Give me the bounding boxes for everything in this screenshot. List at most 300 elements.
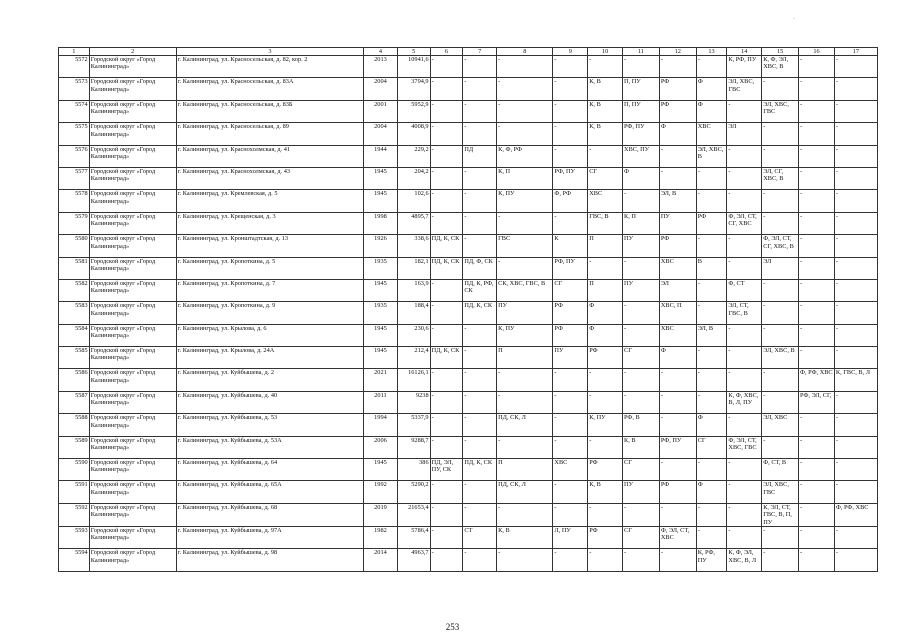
table-cell: - [430, 190, 463, 212]
table-row [59, 347, 878, 369]
column-header: 15 [762, 48, 799, 56]
table-cell: - [497, 212, 553, 234]
table-cell: Городской округ «Город Калининград» [89, 56, 176, 78]
table-cell: РФ, ПУ [553, 257, 588, 279]
table-cell: Городской округ «Город Калининград» [89, 503, 176, 526]
table-cell: ХВС [659, 324, 696, 346]
column-header: 9 [553, 48, 588, 56]
table-cell: - [834, 78, 877, 100]
table-cell: К, В [623, 436, 660, 458]
table-cell: - [497, 436, 553, 458]
table-cell: Ф, СТ [727, 279, 762, 301]
table-cell: - [834, 527, 877, 549]
table-cell: РФ [588, 527, 623, 549]
table-cell: Ф [696, 481, 727, 503]
table-cell: г. Калининград, ул. Куйбышева, д. 53 [176, 414, 363, 436]
table-body [59, 56, 878, 572]
table-cell: Ф [659, 123, 696, 145]
table-cell: РФ [553, 302, 588, 324]
table-cell: - [659, 414, 696, 436]
table-row [59, 414, 878, 436]
table-cell: РФ [659, 481, 696, 503]
table-cell: - [834, 235, 877, 257]
table-cell: - [799, 100, 835, 122]
table-cell: - [799, 503, 835, 526]
table-cell: П [497, 459, 553, 481]
table-row [59, 123, 878, 145]
table-cell: - [463, 414, 497, 436]
table-cell: - [430, 302, 463, 324]
table-cell: 1945 [364, 324, 398, 346]
table-cell: - [727, 503, 762, 526]
table-cell: ПД, К, СК [430, 257, 463, 279]
table-cell: К, П [497, 167, 553, 189]
table-cell: 5593 [59, 527, 90, 549]
table-row [59, 527, 878, 549]
table-cell: ХВС [696, 123, 727, 145]
table-cell: 1945 [364, 190, 398, 212]
housing-registry-table [58, 47, 878, 572]
table-cell: К, В [497, 527, 553, 549]
table-cell: 5577 [59, 167, 90, 189]
table-cell: г. Калининград, ул. Красносельская, д. 89 [176, 123, 363, 145]
table-cell: 5585 [59, 347, 90, 369]
table-row [59, 459, 878, 481]
table-cell: - [834, 100, 877, 122]
table-cell: СГ [623, 347, 660, 369]
table-cell: ГВС [497, 235, 553, 257]
table-cell: 5573 [59, 78, 90, 100]
table-cell: ЭЛ, В [659, 190, 696, 212]
table-cell: ЭЛ, ХВС, ГВС [762, 481, 799, 503]
table-cell: - [463, 436, 497, 458]
table-cell: - [659, 503, 696, 526]
table-cell: 5579 [59, 212, 90, 234]
table-cell: РФ [588, 347, 623, 369]
table-cell: Ф [696, 78, 727, 100]
table-cell: - [553, 100, 588, 122]
table-cell: 5572 [59, 56, 90, 78]
table-cell: СГ [623, 527, 660, 549]
table-cell: 2014 [364, 549, 398, 571]
table-cell: - [834, 414, 877, 436]
table-cell: СГ [623, 459, 660, 481]
table-cell: - [463, 235, 497, 257]
table-cell: 4008,9 [397, 123, 430, 145]
table-cell: 1945 [364, 167, 398, 189]
table-cell: ХВС, ПУ [623, 145, 660, 167]
table-cell: Городской округ «Город Калининград» [89, 414, 176, 436]
table-cell: РФ [553, 324, 588, 346]
table-cell: г. Калининград, ул. Кропоткина, д. 5 [176, 257, 363, 279]
table-cell: г. Калининград, ул. Кремлевская, д. 5 [176, 190, 363, 212]
table-cell: - [762, 302, 799, 324]
table-cell: 4963,7 [397, 549, 430, 571]
table-cell: - [553, 414, 588, 436]
table-cell: В [696, 257, 727, 279]
table-cell: г. Калининград, ул. Куйбышева, д. 65А [176, 481, 363, 503]
table-row [59, 391, 878, 413]
table-cell: - [696, 503, 727, 526]
table-cell: Городской округ «Город Калининград» [89, 459, 176, 481]
table-cell: - [696, 302, 727, 324]
table-cell: - [588, 145, 623, 167]
column-header: 3 [176, 48, 363, 56]
table-cell: 229,2 [397, 145, 430, 167]
table-cell: 1945 [364, 279, 398, 301]
table-cell: - [659, 167, 696, 189]
table-cell: г. Калининград, ул. Куйбышева, д. 97А [176, 527, 363, 549]
table-cell: 204,2 [397, 167, 430, 189]
table-row [59, 481, 878, 503]
table-cell: ПУ [623, 481, 660, 503]
table-cell: - [799, 436, 835, 458]
table-cell: РФ [659, 100, 696, 122]
table-cell: СГ [696, 436, 727, 458]
table-cell: 5583 [59, 302, 90, 324]
table-cell: Городской округ «Город Калининград» [89, 279, 176, 301]
table-cell: - [799, 123, 835, 145]
table-cell: ПУ [623, 279, 660, 301]
table-cell: 5952,9 [397, 100, 430, 122]
column-header: 8 [497, 48, 553, 56]
table-cell: Ф, РФ, ХВС [834, 503, 877, 526]
table-row [59, 100, 878, 122]
table-cell: - [463, 481, 497, 503]
table-cell: - [834, 123, 877, 145]
table-cell: 5580 [59, 235, 90, 257]
table-cell: П, ПУ [623, 78, 660, 100]
table-cell: - [463, 212, 497, 234]
table-cell: П [497, 347, 553, 369]
table-cell: г. Калининград, ул. Куйбышева, д. 53А [176, 436, 363, 458]
table-cell: ПУ [623, 235, 660, 257]
column-header: 6 [430, 48, 463, 56]
table-cell: - [497, 100, 553, 122]
table-cell: - [696, 369, 727, 391]
table-cell: РФ [588, 459, 623, 481]
table-cell: ПД, К, СК [430, 235, 463, 257]
column-header: 16 [799, 48, 835, 56]
table-cell: 1935 [364, 257, 398, 279]
column-header: 1 [59, 48, 90, 56]
table-cell: - [430, 414, 463, 436]
table-cell: - [463, 123, 497, 145]
table-cell: ПУ [659, 212, 696, 234]
table-cell: 212,4 [397, 347, 430, 369]
table-cell: г. Калининград, ул. Куйбышева, д. 68 [176, 503, 363, 526]
table-cell: К, В [588, 100, 623, 122]
table-cell: г. Калининград, ул. Кропоткина, д. 9 [176, 302, 363, 324]
table-cell: РФ [659, 78, 696, 100]
table-cell: - [762, 391, 799, 413]
table-cell: СГ [553, 279, 588, 301]
table-cell: ХВС [588, 190, 623, 212]
table-cell: - [762, 123, 799, 145]
table-cell: - [696, 279, 727, 301]
table-row [59, 78, 878, 100]
table-cell: ЭЛ, ХВС, В [696, 145, 727, 167]
table-cell: 1944 [364, 145, 398, 167]
table-cell: 5594 [59, 549, 90, 571]
table-cell: РФ, ПУ [659, 436, 696, 458]
table-cell: 9288,7 [397, 436, 430, 458]
table-cell: 16126,1 [397, 369, 430, 391]
table-cell: - [497, 369, 553, 391]
table-cell: - [430, 391, 463, 413]
table-cell: - [497, 123, 553, 145]
column-header: 4 [364, 48, 398, 56]
table-cell: 5591 [59, 481, 90, 503]
table-row [59, 212, 878, 234]
table-cell: Городской округ «Город Калининград» [89, 436, 176, 458]
column-header: 10 [588, 48, 623, 56]
table-cell: - [588, 369, 623, 391]
table-cell: Городской округ «Город Калининград» [89, 167, 176, 189]
table-cell: К, РФ, ПУ [696, 549, 727, 571]
table-cell: ЭЛ, СТ, ГВС, В [727, 302, 762, 324]
table-cell: 5587 [59, 391, 90, 413]
table-cell: - [623, 302, 660, 324]
column-header: 12 [659, 48, 696, 56]
table-cell: - [834, 481, 877, 503]
table-cell: Ф, ЭЛ, СТ, СГ, ХВС, В [762, 235, 799, 257]
table-cell: 2021 [364, 369, 398, 391]
table-cell: - [430, 78, 463, 100]
table-cell: - [430, 549, 463, 571]
table-cell: г. Калининград, ул. Кропоткина, д. 7 [176, 279, 363, 301]
table-cell: 163,9 [397, 279, 430, 301]
table-cell: - [659, 56, 696, 78]
table-cell: - [497, 549, 553, 571]
table-cell: Ф, ЭЛ, СТ, СГ, ХВС [727, 212, 762, 234]
table-cell: Городской округ «Город Калининград» [89, 212, 176, 234]
table-cell: - [463, 56, 497, 78]
table-row [59, 324, 878, 346]
table-row [59, 257, 878, 279]
table-cell: г. Калининград, ул. Куйбышева, д. 98 [176, 549, 363, 571]
column-header: 11 [623, 48, 660, 56]
table-cell: Ф [588, 324, 623, 346]
table-cell: - [762, 549, 799, 571]
table-row [59, 145, 878, 167]
table-cell: - [834, 436, 877, 458]
table-cell: 2006 [364, 436, 398, 458]
table-cell: - [430, 436, 463, 458]
table-cell: - [696, 235, 727, 257]
column-number-row [59, 48, 878, 56]
table-cell: 5582 [59, 279, 90, 301]
table-cell: - [623, 190, 660, 212]
table-cell: - [799, 481, 835, 503]
table-cell: - [623, 257, 660, 279]
table-cell: - [463, 190, 497, 212]
table-cell: ЭЛ, ХВС [762, 414, 799, 436]
table-cell: - [463, 324, 497, 346]
header-mark: . [793, 14, 795, 21]
table-cell: 2019 [364, 503, 398, 526]
table-cell: - [799, 324, 835, 346]
table-cell: Ф, ЭЛ, СТ, ХВС, ГВС [727, 436, 762, 458]
table-cell: - [553, 123, 588, 145]
table-cell: ХВС, П [659, 302, 696, 324]
table-cell: - [588, 549, 623, 571]
table-cell: Городской округ «Город Калининград» [89, 190, 176, 212]
table-cell: 1935 [364, 302, 398, 324]
table-cell: Ф, РФ, ХВС [799, 369, 835, 391]
table-cell: г. Калининград, ул. Красносельская, д. 83Б [176, 100, 363, 122]
table-cell: Городской округ «Город Калининград» [89, 481, 176, 503]
table-cell: Городской округ «Город Калининград» [89, 324, 176, 346]
table-cell: 5578 [59, 190, 90, 212]
table-cell: - [834, 56, 877, 78]
table-cell: К, Ф, ЭЛ, ХВС, В, Л [727, 549, 762, 571]
table-cell: Ф, ЭЛ, СТ, ХВС [659, 527, 696, 549]
table-cell: 5786,4 [397, 527, 430, 549]
table-cell: г. Калининград, ул. Куйбышева, д. 40 [176, 391, 363, 413]
table-cell: П, ПУ [623, 100, 660, 122]
table-cell: г. Калининград, ул. Кронштадтская, д. 13 [176, 235, 363, 257]
table-cell: РФ [659, 235, 696, 257]
table-row [59, 549, 878, 571]
table-cell: К, П [623, 212, 660, 234]
table-cell: 2013 [364, 56, 398, 78]
table-cell: 1945 [364, 459, 398, 481]
table-cell: Городской округ «Город Калининград» [89, 257, 176, 279]
table-cell: 5590 [59, 459, 90, 481]
table-cell: ПД, ЭЛ, ПУ, СК [430, 459, 463, 481]
table-cell: - [430, 369, 463, 391]
table-cell: - [799, 459, 835, 481]
table-cell: - [727, 167, 762, 189]
table-cell: 1982 [364, 527, 398, 549]
table-cell: 3794,9 [397, 78, 430, 100]
table-row [59, 436, 878, 458]
table-cell: - [497, 56, 553, 78]
table-cell: 188,4 [397, 302, 430, 324]
table-cell: - [497, 391, 553, 413]
table-cell: - [696, 527, 727, 549]
table-cell: - [659, 459, 696, 481]
table-cell: ПУ [497, 302, 553, 324]
table-cell: 5586 [59, 369, 90, 391]
table-cell: 10941,6 [397, 56, 430, 78]
page-number: 253 [445, 622, 460, 632]
table-cell: - [834, 190, 877, 212]
table-cell: - [762, 436, 799, 458]
table-cell: 2001 [364, 100, 398, 122]
table-cell: - [430, 145, 463, 167]
table-cell: г. Калининград, ул. Крылова, д. 24А [176, 347, 363, 369]
table-cell: - [834, 549, 877, 571]
table-cell: г. Калининград, ул. Краснохолмская, д. 43 [176, 167, 363, 189]
table-cell: - [623, 324, 660, 346]
table-cell: К, Ф, РФ [497, 145, 553, 167]
column-header: 7 [463, 48, 497, 56]
table-cell: - [588, 56, 623, 78]
table-cell: ПД, СК, Л [497, 414, 553, 436]
table-cell: г. Калининград, ул. Красносельская, д. 82, кор. 2 [176, 56, 363, 78]
table-cell: - [553, 145, 588, 167]
table-cell: - [727, 235, 762, 257]
table-cell: - [588, 257, 623, 279]
table-cell: - [799, 257, 835, 279]
table-cell: - [623, 503, 660, 526]
table-cell: - [588, 503, 623, 526]
table-cell: ЭЛ [762, 257, 799, 279]
table-cell: Городской округ «Город Калининград» [89, 123, 176, 145]
table-cell: - [463, 100, 497, 122]
table-cell: 1998 [364, 212, 398, 234]
column-header: 5 [397, 48, 430, 56]
table-cell: - [799, 549, 835, 571]
table-cell: СТ [463, 527, 497, 549]
table-cell: 5576 [59, 145, 90, 167]
table-cell: 9238 [397, 391, 430, 413]
table-cell: - [430, 527, 463, 549]
table-cell: - [762, 369, 799, 391]
table-cell: - [623, 391, 660, 413]
table-cell: - [727, 459, 762, 481]
table-cell: 5574 [59, 100, 90, 122]
table-cell: - [497, 78, 553, 100]
table-cell: П [588, 279, 623, 301]
table-cell: Городской округ «Город Калининград» [89, 527, 176, 549]
table-cell: - [799, 78, 835, 100]
table-cell: 2004 [364, 78, 398, 100]
table-cell: Городской округ «Город Калининград» [89, 145, 176, 167]
table-cell: - [727, 324, 762, 346]
table-cell: 5589 [59, 436, 90, 458]
table-cell: - [799, 212, 835, 234]
table-cell: РФ, ПУ [623, 123, 660, 145]
table-cell: ГВС, В [588, 212, 623, 234]
table-cell: - [497, 503, 553, 526]
table-cell: - [463, 549, 497, 571]
table-cell: 1992 [364, 481, 398, 503]
table-cell: Городской округ «Город Калининград» [89, 549, 176, 571]
table-cell: - [727, 414, 762, 436]
table-cell: ПД, К, СК [463, 459, 497, 481]
table-cell: РФ [696, 212, 727, 234]
table-cell: Городской округ «Город Калининград» [89, 391, 176, 413]
table-cell: - [834, 391, 877, 413]
table-cell: - [463, 78, 497, 100]
table-cell: ЭЛ, СГ, ХВС, В [762, 167, 799, 189]
table-cell: П [588, 235, 623, 257]
table-cell: Ф [659, 347, 696, 369]
table-row [59, 302, 878, 324]
table-cell: - [497, 257, 553, 279]
table-cell: РФ, ПУ [553, 167, 588, 189]
table-cell: - [727, 145, 762, 167]
table-cell: Городской округ «Город Калининград» [89, 235, 176, 257]
table-cell: 5584 [59, 324, 90, 346]
table-cell: - [834, 257, 877, 279]
table-cell: - [799, 190, 835, 212]
column-header: 13 [696, 48, 727, 56]
table-cell: - [430, 167, 463, 189]
column-header: 14 [727, 48, 762, 56]
table-cell: - [696, 167, 727, 189]
table-cell: - [696, 459, 727, 481]
table-cell: - [799, 56, 835, 78]
table-cell: - [430, 212, 463, 234]
table-cell: - [623, 549, 660, 571]
table-cell: - [799, 527, 835, 549]
table-cell: ХВС [553, 459, 588, 481]
column-header: 2 [89, 48, 176, 56]
